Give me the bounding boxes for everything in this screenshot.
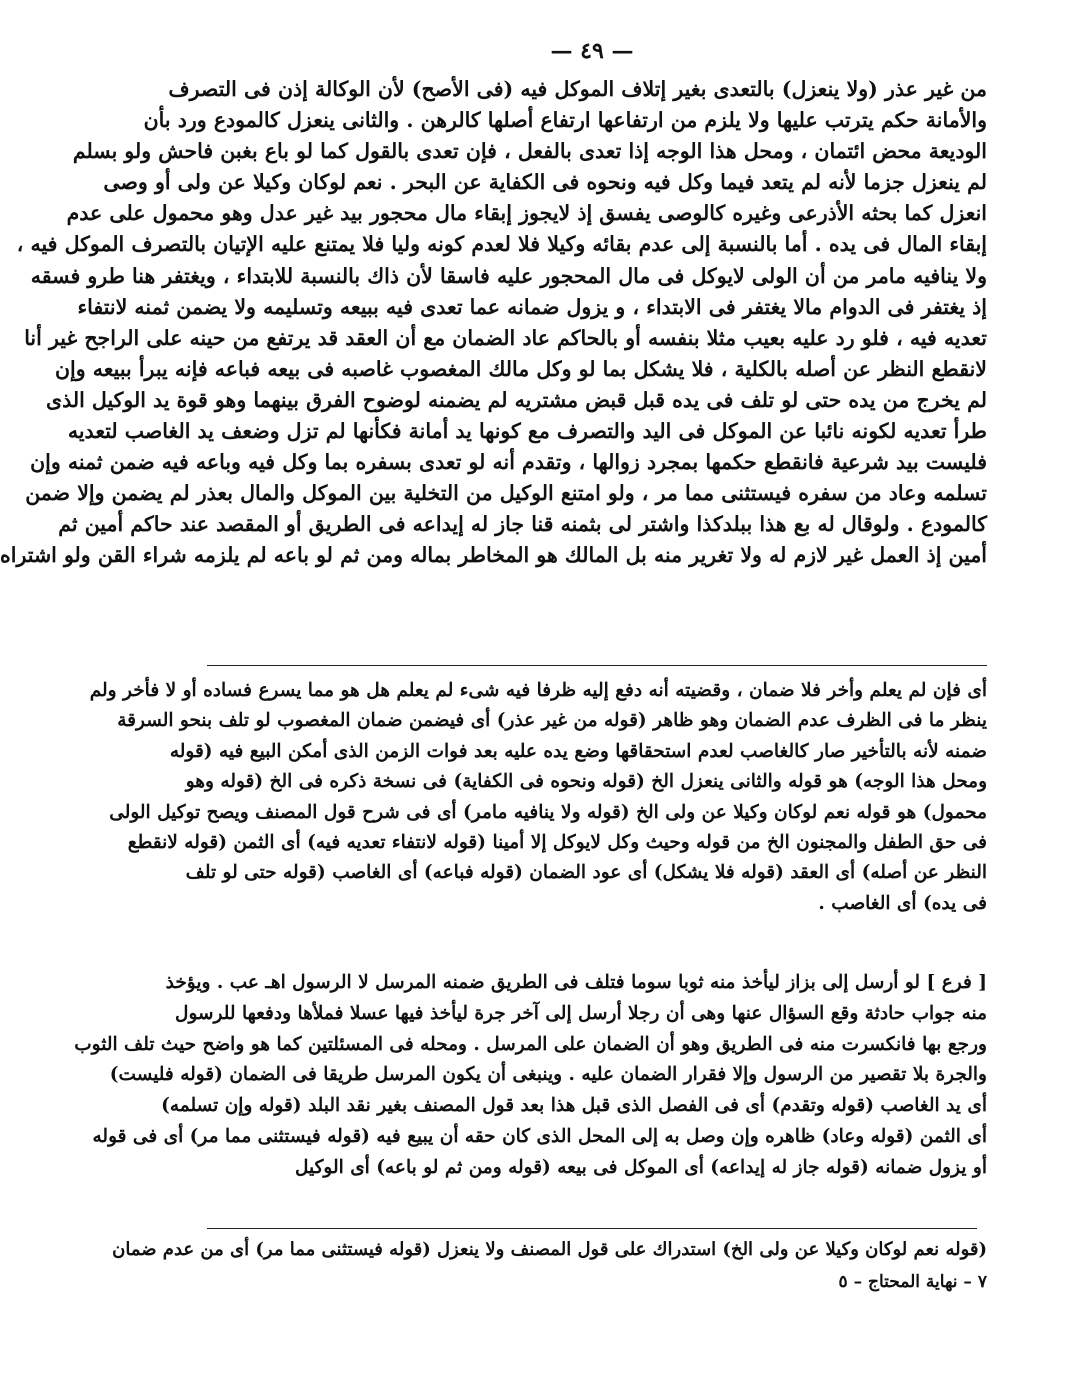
main-line: انعزل كما بحثه الأذرعى وغيره كالوصى يفسق إذ لايجوز إبقاء مال محجور بيد غير عدل وهو محمول على عدم [66,201,987,226]
main-line: فليست بيد شرعية فانقطع حكمها بمجرد زوالها ، وتقدم أنه لو تعدى بسفره بما وكل فيه وباعه فيه ضمن ثمنه وإن [30,450,987,475]
main-line: طرأ تعديه لكونه نائبا عن الموكل فى اليد والتصرف مع كونها يد أمانة فكأنها لم تزل وضعف يد الغاصب لتعديه [67,419,987,444]
main-line: ولا ينافيه مامر من أن الولى لايوكل فى مال المحجور عليه فاسقا لأن ذاك بالنسبة للابتداء ، ويغتفر هنا طرو فسقه [30,263,987,288]
page-number: — ٤٩ — [550,38,634,64]
bottom-note [112,1236,987,1264]
main-line: لم يخرج من يده حتى لو تلف فى يده قبل قبض مشتريه لم يضمنه لوضوح الفرق بينهما وهو قوة يد الوكيل الذى [46,387,987,412]
commentary-line: محمول) هو قوله نعم لوكان وكيلا عن ولى الخ (قوله ولا ينافيه مامر) أى فى شرح قول المصنف ويصح توكيل الولى [109,801,987,823]
commentary-line: النظر عن أصله) أى العقد (قوله فلا يشكل) أى عود الضمان (قوله فباعه) أى الغاصب (قوله حتى لو تلف [185,862,987,884]
main-line: لم ينعزل جزما لأنه لم يتعد فيما وكل فيه ونحوه فى الكفاية عن البحر . نعم لوكان وكيلا عن ولى أو وصى [103,170,987,195]
commentary-line: ورجع بها فانكسرت منه فى الطريق وهو أن الضمان على المرسل . ومحله فى المسئلتين كما هو واضح حيث تلف الثوب [74,1033,987,1055]
footnote-divider [207,1228,977,1229]
commentary-line: ضمنه لأنه بالتأخير صار كالغاصب لعدم استحقاقها وضع يده عليه بعد فوات الزمن الذى أمكن البيع فيه (قوله [169,740,987,762]
commentary-second-section [74,968,987,1184]
main-text [0,74,987,572]
main-line: كالمودع . ولوقال له بع هذا ببلدكذا واشتر لى بثمنه قنا جاز له إيداعه فى الطريق أو المقصد عند حاكم أمين ثم [58,512,987,537]
main-line: والأمانة حكم يترتب عليها ولا يلزم من ارتفاعها ارتفاع أصلها كالرهن . والثانى ينعزل كالمودع ورد بأن [143,108,987,133]
section-divider [207,665,987,666]
commentary-line: فى يده) أى الغاصب . [818,892,987,914]
signature-mark: ٧ – نهاية المحتاج – ٥ [838,1272,987,1292]
main-line: تسلمه وعاد من سفره فيستثنى مما مر ، ولو امتنع الوكيل من التخلية بين الموكل والمال بعذر لم يضمن وإلا ضمن [25,481,987,506]
commentary-line: ومحل هذا الوجه) هو قوله والثانى ينعزل الخ (قوله ونحوه فى الكفاية) فى نسخة ذكره فى الخ (قوله وهو [185,771,987,793]
commentary-line: ينظر ما فى الظرف عدم الضمان وهو ظاهر (قوله من غير عذر) أى فيضمن ضمان المغصوب لو تلف بنحو السرقة [117,710,987,732]
commentary-line: أو يزول ضمانه (قوله جاز له إيداعه) أى الموكل فى بيعه (قوله ومن ثم لو باعه) أى الوكيل [295,1156,987,1178]
main-line: تعديه فيه ، فلو رد عليه بعيب مثلا بنفسه أو بالحاكم عاد الضمان مع أن العقد قد يرتفع من حينه على الراجح غير أنا [24,325,987,350]
commentary-line: أى فإن لم يعلم وأخر فلا ضمان ، وقضيته أنه دفع إليه ظرفا فيه شىء لم يعلم هل هو مما يسرع فساده أو لا فأخر ولم [89,680,987,701]
commentary-line: [ فرع ] لو أرسل إلى بزاز ليأخذ منه ثوبا سوما فتلف فى الطريق ضمنه المرسل لا الرسول اهـ عب . ويؤخذ [165,972,987,993]
main-line: الوديعة محض ائتمان ، ومحل هذا الوجه إذا تعدى بالفعل ، فإن تعدى بالقول كما لو باع بغبن فاحش ولو بسلم [72,139,987,164]
main-line: إذ يغتفر فى الدوام مالا يغتفر فى الابتداء ، و يزول ضمانه عما تعدى فيه ببيعه وتسليمه ولا يضمن ثمنه لانتفاء [77,294,987,319]
commentary-line: منه جواب حادثة وقع السؤال عنها وهى أن رجلا أرسل إلى آخر جرة ليأخذ فيها عسلا فملأها ودفعها للرسول [175,1002,987,1024]
commentary-line: والجرة بلا تقصير من الرسول وإلا فقرار الضمان عليه . وينبغى أن يكون المرسل طريقا فى الضمان (قوله فليست) [109,1064,987,1086]
main-line: إبقاء المال فى يده . أما بالنسبة إلى عدم بقائه وكيلا فلا لعدم كونه وليا فلا يمتنع عليه الإتيان بالتصرف الموكل فيه ، [16,232,987,257]
main-line: لانقطع النظر عن أصله بالكلية ، فلا يشكل بما لو وكل مالك المغصوب غاصبه فى بيعه فباعه فإنه يبرأ ببيعه وإن [54,356,987,381]
bottom-note-line: (قوله نعم لوكان وكيلا عن ولى الخ) استدراك على قول المصنف ولا ينعزل (قوله فيستثنى مما مر) أى من عدم ضمان [112,1239,987,1260]
commentary-text [89,676,987,919]
commentary-line: أى الثمن (قوله وعاد) ظاهره وإن وصل به إلى المحل الذى كان حقه أن يبيع فيه (قوله فيستثنى مما مر) أى فى قوله [92,1125,987,1147]
main-line: أمين إذ العمل غير لازم له ولا تغرير منه بل المالك هو المخاطر بماله ومن ثم لو باعه لم يلزمه شراء القن ولو اشتراه [0,543,987,568]
main-line: من غير عذر (ولا ينعزل) بالتعدى بغير إتلاف الموكل فيه (فى الأصح) لأن الوكالة إذن فى التصرف [168,77,987,101]
commentary-line: أى يد الغاصب (قوله وتقدم) أى فى الفصل الذى قبل هذا بعد قول المصنف بغير نقد البلد (قوله وإن تسلمه) [161,1095,987,1117]
commentary-line: فى حق الطفل والمجنون الخ من قوله وحيث وكل لايوكل إلا أمينا (قوله لانتفاء تعديه فيه) أى الثمن (قوله لانقطع [127,832,987,854]
